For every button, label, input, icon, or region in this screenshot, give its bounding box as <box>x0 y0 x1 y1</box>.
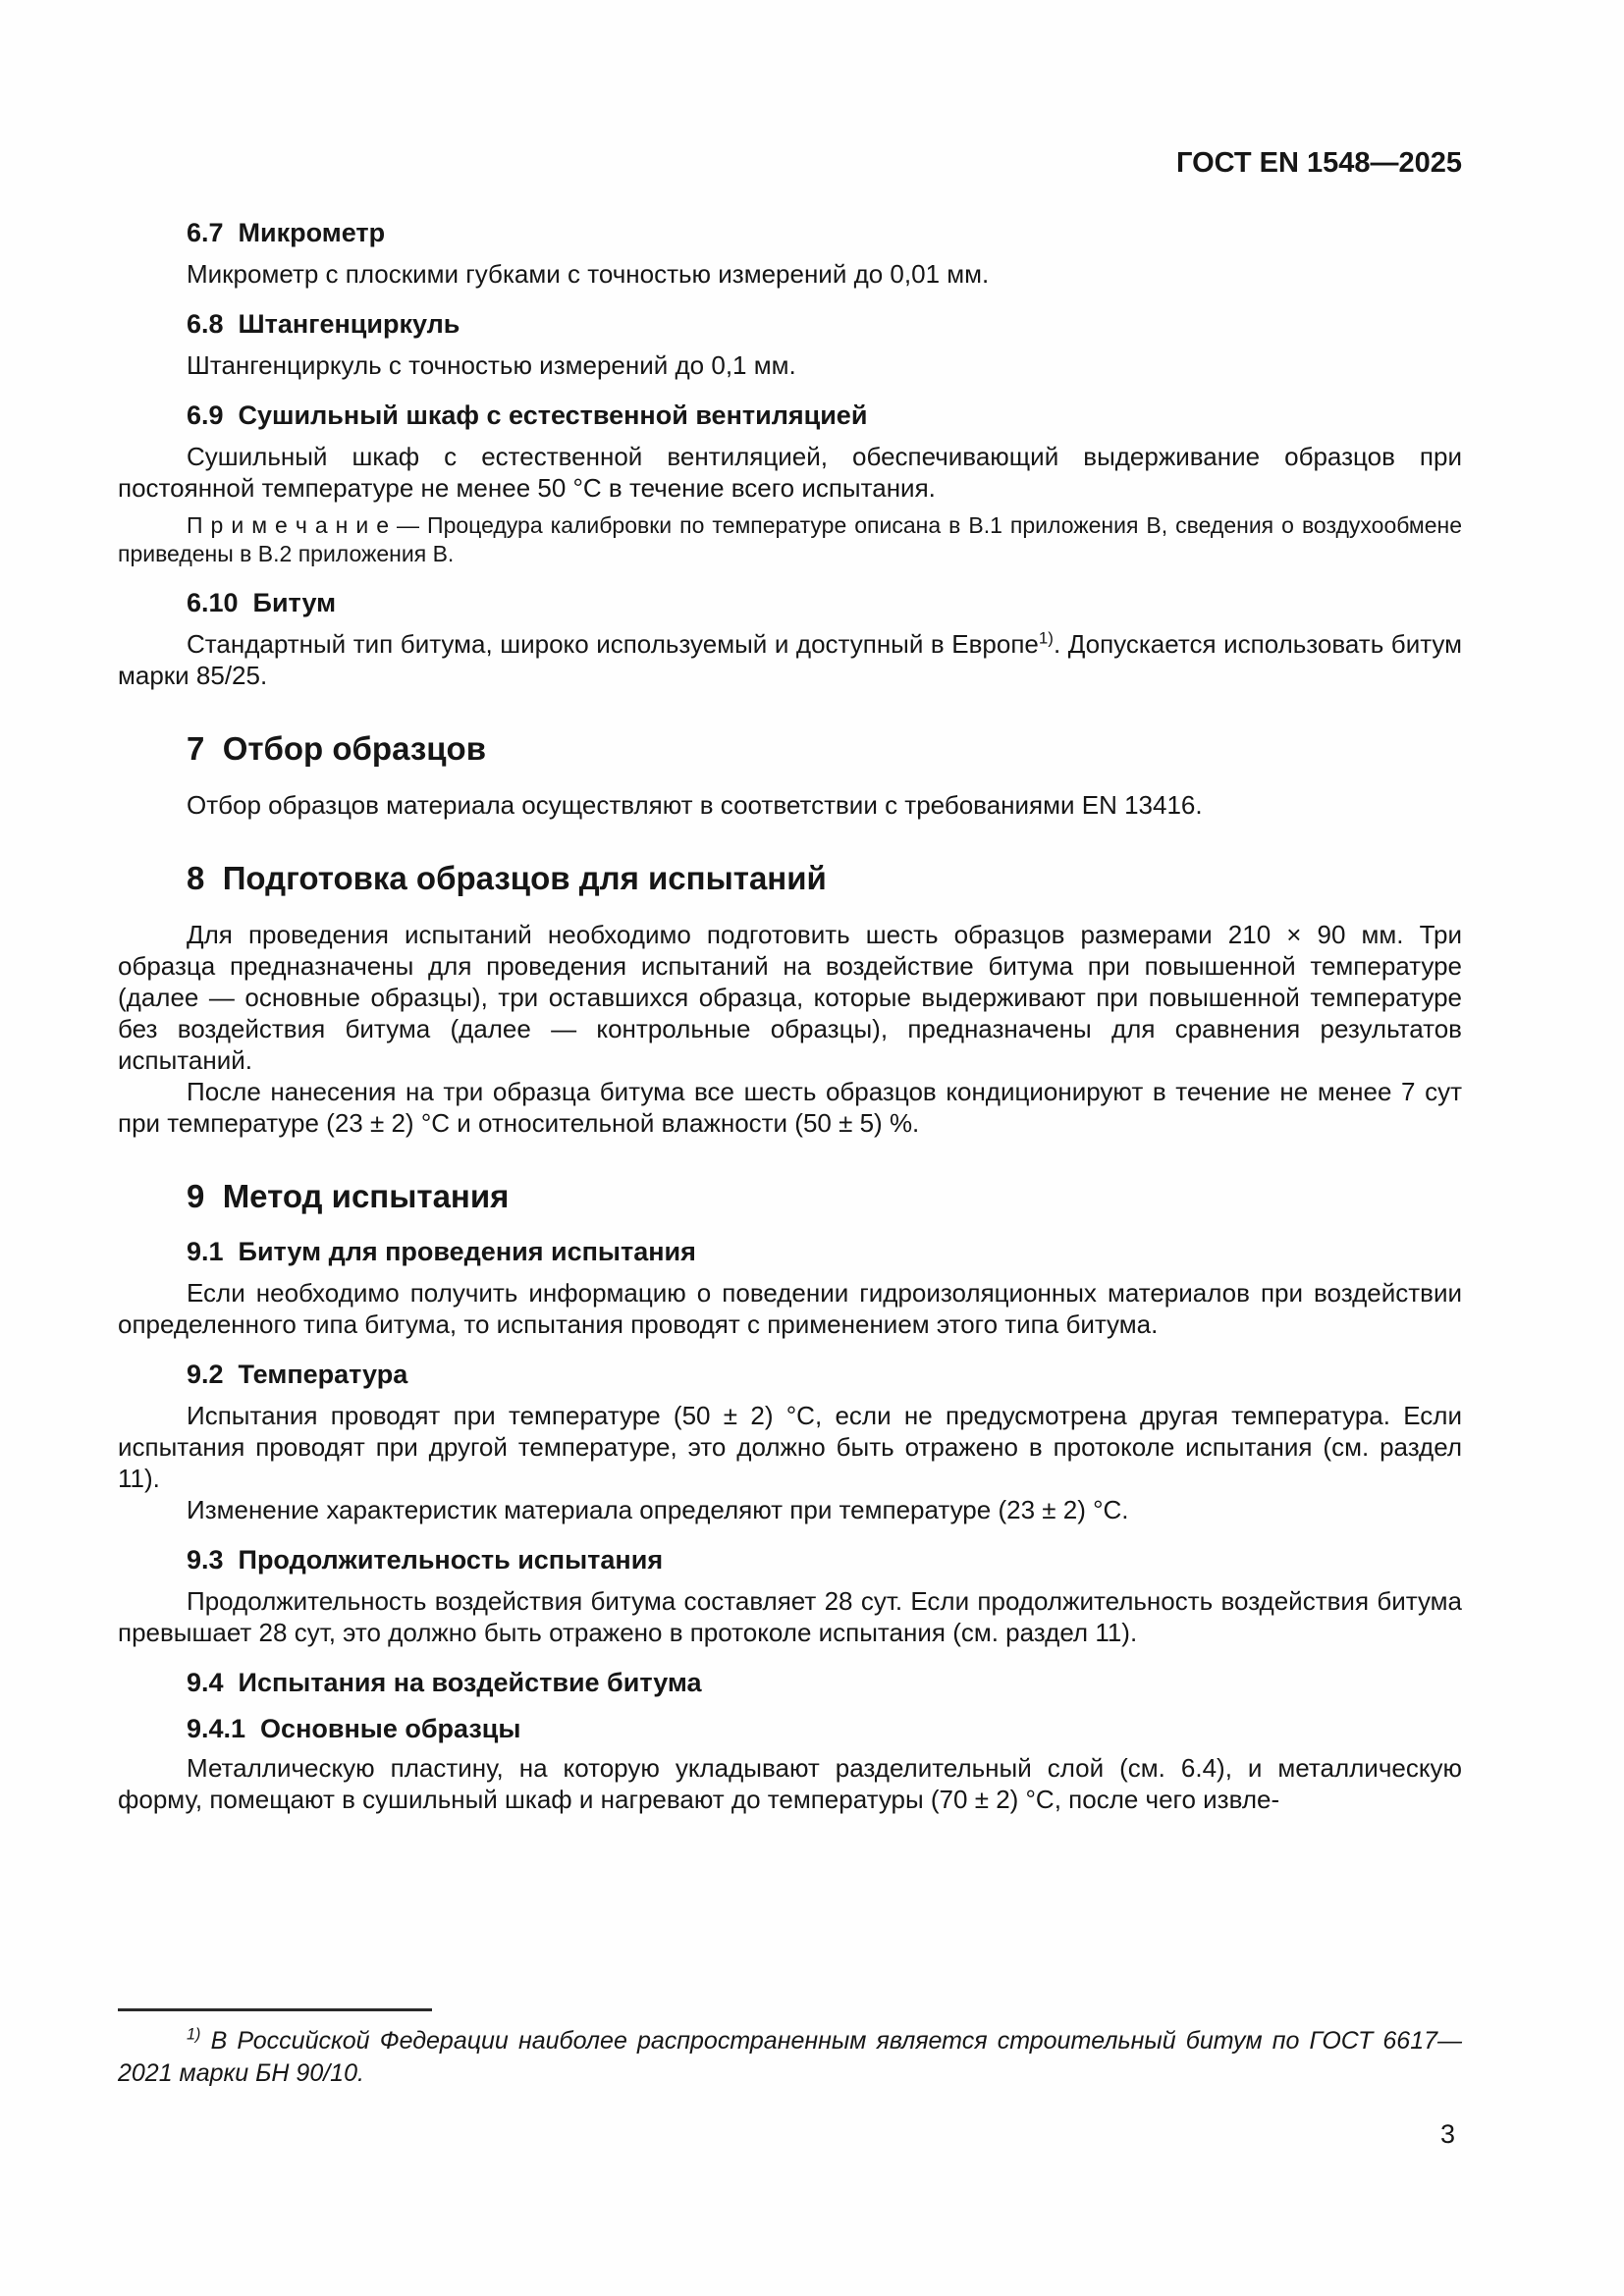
footnote-ref-marker: 1) <box>1038 628 1054 648</box>
paragraph-9-2-2: Изменение характеристик материала определяют при температуре (23 ± 2) °C. <box>187 1495 1129 1524</box>
paragraph-6-10 <box>118 628 1462 691</box>
paragraph-9-2-1: Испытания проводят при температуре (50 ± 2) °C, если не предусмотрена другая температура. Если испытания проводят при другой температуре, это должно быть отражено в протоколе испытания (см. раздел 11). <box>118 1401 1462 1493</box>
subsection-heading-6-9: 6.9 Сушильный шкаф с естественной вентиляцией <box>187 400 868 430</box>
subsection-heading-9-4: 9.4 Испытания на воздействие битума <box>187 1668 702 1697</box>
footnote-marker: 1) <box>187 2025 201 2044</box>
paragraph-8-1: Для проведения испытаний необходимо подготовить шесть образцов размерами 210 × 90 мм. Три образца предназначены для проведения испытаний на воздействие битума при повышенной температуре (далее — основные образцы), три оставшихся образца, которые выдерживают при повышенной температуре без воздействия битума (далее — контрольные образцы), предназначены для сравнения результатов испытаний. <box>118 920 1462 1075</box>
paragraph-text-before-ref: Стандартный тип битума, широко используемый и доступный в Европе <box>187 629 1039 659</box>
paragraph-6-7: Микрометр с плоскими губками с точностью измерений до 0,01 мм. <box>187 259 990 289</box>
paragraph-6-9: Сушильный шкаф с естественной вентиляцией, обеспечивающий выдерживание образцов при постоянной температуре не менее 50 °C в течение всего испытания. <box>118 442 1462 503</box>
paragraph-6-8: Штангенциркуль с точностью измерений до 0,1 мм. <box>187 350 796 380</box>
section-heading-8: 8 Подготовка образцов для испытаний <box>187 860 827 896</box>
footnote-area <box>118 2008 1462 2090</box>
paragraph-7: Отбор образцов материала осуществляют в соответствии с требованиями EN 13416. <box>187 790 1203 820</box>
subsection-heading-9-1: 9.1 Битум для проведения испытания <box>187 1237 696 1266</box>
subsection-heading-6-10: 6.10 Битум <box>187 588 337 617</box>
footnote-separator-rule <box>118 2008 432 2011</box>
paragraph-text-after-ref: . Допускается использовать битум марки 85/25. <box>118 629 1462 690</box>
subsection-heading-6-8: 6.8 Штангенциркуль <box>187 309 460 339</box>
footnote <box>118 2025 1462 2090</box>
subsection-heading-6-7: 6.7 Микрометр <box>187 218 386 247</box>
paragraph-9-4-1: Металлическую пластину, на которую укладывают разделительный слой (см. 6.4), и металлическую форму, помещают в сушильный шкаф и нагревают до температуры (70 ± 2) °C, после чего извле- <box>118 1753 1462 1814</box>
subsection-heading-9-2: 9.2 Температура <box>187 1360 408 1389</box>
note-paragraph: П р и м е ч а н и е — Процедура калибровки по температуре описана в В.1 приложения В, сведения о воздухообмене приведены в В.2 приложения В. <box>118 512 1462 566</box>
paragraph-9-3: Продолжительность воздействия битума составляет 28 сут. Если продолжительность воздействия битума превышает 28 сут, это должно быть отражено в протоколе испытания (см. раздел 11). <box>118 1586 1462 1647</box>
paragraph-8-2: После нанесения на три образца битума все шесть образцов кондиционируют в течение не менее 7 сут при температуре (23 ± 2) °C и относительной влажности (50 ± 5) %. <box>118 1077 1462 1138</box>
subsection-heading-9-4-1: 9.4.1 Основные образцы <box>187 1714 521 1743</box>
section-heading-7: 7 Отбор образцов <box>187 730 486 767</box>
paragraph-9-1: Если необходимо получить информацию о поведении гидроизоляционных материалов при воздействии определенного типа битума, то испытания проводят с применением этого типа битума. <box>118 1278 1462 1339</box>
section-heading-9: 9 Метод испытания <box>187 1178 510 1214</box>
document-code-header: ГОСТ EN 1548—2025 <box>1176 147 1462 179</box>
footnote-text: В Российской Федерации наиболее распространенным является строительный битум по ГОСТ 6617—2021 марки БН 90/10. <box>118 2027 1462 2087</box>
subsection-heading-9-3: 9.3 Продолжительность испытания <box>187 1545 664 1575</box>
page-number: 3 <box>1439 2119 1455 2149</box>
